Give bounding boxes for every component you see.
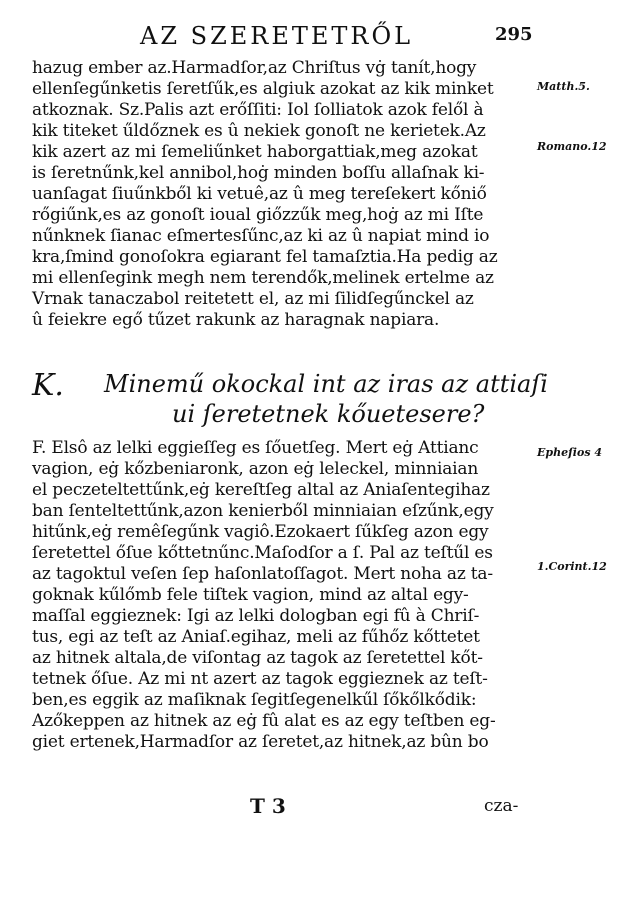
catchword: cza- xyxy=(484,796,519,816)
margin-note-matthew: Matth.5. xyxy=(537,80,590,93)
text-line: ben,es eggik az maſiknak ſegitſegenelkűl ſőkőlkődik: xyxy=(32,690,477,710)
margin-note-romans: Romano.12 xyxy=(537,140,607,153)
text-line: goknak kűlőmb fele tiſtek vagion, mind az altal egy- xyxy=(32,585,469,605)
text-line: kik azert az mi ſemeliűnket haborgattiak,meg azokat xyxy=(32,142,478,162)
text-line: tus, egi az teſt az Aniaſ.egihaz, meli az fűhőz kőttetet xyxy=(32,627,480,647)
section-mark: K. xyxy=(32,368,64,403)
text-line: giet ertenek,Harmadſor az ſeretet,az hitnek,az bûn bo xyxy=(32,732,489,752)
text-line: F. Elsô az lelki eggieſſeg es ſőuetſeg. Mert eġ Attianc xyxy=(32,438,479,458)
text-line: atkoznak. Sz.Palis azt erőſſiti: Iol ſolliatok azok felől à xyxy=(32,100,484,120)
text-line: ellenſegűnketis ſeretſűk,es algiuk azokat az kik minket xyxy=(32,79,494,99)
text-line: ſeretettel őſue kőttetnűnc.Maſodſor a ſ. Pal az teſtűl es xyxy=(32,543,493,563)
text-line: kra,ſmind gonoſokra egiarant fel tamaſztia.Ha pedig az xyxy=(32,247,498,267)
running-head xyxy=(0,22,634,58)
paragraph-2 xyxy=(32,438,532,753)
text-line: hazug ember az.Harmadſor,az Chriſtus vġ tanít,hogy xyxy=(32,58,477,78)
text-line: vagion, eġ kőzbeniaronk, azon eġ leleckel, minniaian xyxy=(32,459,479,479)
heading-line-1: Minemű okockal int az iras az attiaſi xyxy=(104,370,548,398)
text-line: nűnknek ſianac eſmertesſűnc,az ki az û napiat mind io xyxy=(32,226,490,246)
text-line: Azőkeppen az hitnek az eġ fû alat es az egy teſtben eg- xyxy=(32,711,496,731)
text-line: az hitnek altala,de viſontag az tagok az ſeretettel kőt- xyxy=(32,648,483,668)
text-line: maſſal eggieznek: Igi az lelki dologban egi fû à Chriſ- xyxy=(32,606,480,626)
running-title: AZ SZERETETRŐL xyxy=(140,22,414,50)
text-line: mi ellenſegink megh nem terendők,melinek ertelme az xyxy=(32,268,494,288)
signature-mark: T 3 xyxy=(250,794,286,818)
heading-line-2: ui ſeretetnek kőuetesere? xyxy=(172,400,485,428)
text-line: Vrnak tanaczabol reitetett el, az mi ſilidſegűnckel az xyxy=(32,289,474,309)
page-footer xyxy=(0,794,634,824)
text-line: el peczeteltettűnk,eġ kereſtſeg altal az Aniaſentegihaz xyxy=(32,480,490,500)
text-line: hitűnk,eġ remêſegűnk vagiô.Ezokaert ſűkſeg azon egy xyxy=(32,522,489,542)
text-line: rőgiűnk,es az gonoſt ioual giőzzűk meg,hoġ az mi Iſte xyxy=(32,205,484,225)
margin-note-ephesians: Epheſios 4 xyxy=(537,446,602,459)
text-line: ban ſenteltettűnk,azon kenierből minniaian eſzűnk,egy xyxy=(32,501,494,521)
text-line: uanſagat ſiuűnkből ki vetuê,az û meg tereſekert kőniő xyxy=(32,184,487,204)
paragraph-1 xyxy=(32,58,532,331)
text-line: û feiekre egő tűzet rakunk az haragnak napiara. xyxy=(32,310,440,330)
page-number: 295 xyxy=(495,24,533,45)
text-line: is ſeretnűnk,kel annibol,hoġ minden boſſu allaſnak ki- xyxy=(32,163,485,183)
text-line: kik titeket űldőznek es û nekiek gonoſt ne kerietek.Az xyxy=(32,121,486,141)
text-line: az tagoktul veſen ſep haſonlatoſſagot. Mert noha az ta- xyxy=(32,564,493,584)
margin-note-corinthians: 1.Corint.12 xyxy=(537,560,607,573)
text-line: tetnek őſue. Az mi nt azert az tagok eggieznek az teſt- xyxy=(32,669,488,689)
